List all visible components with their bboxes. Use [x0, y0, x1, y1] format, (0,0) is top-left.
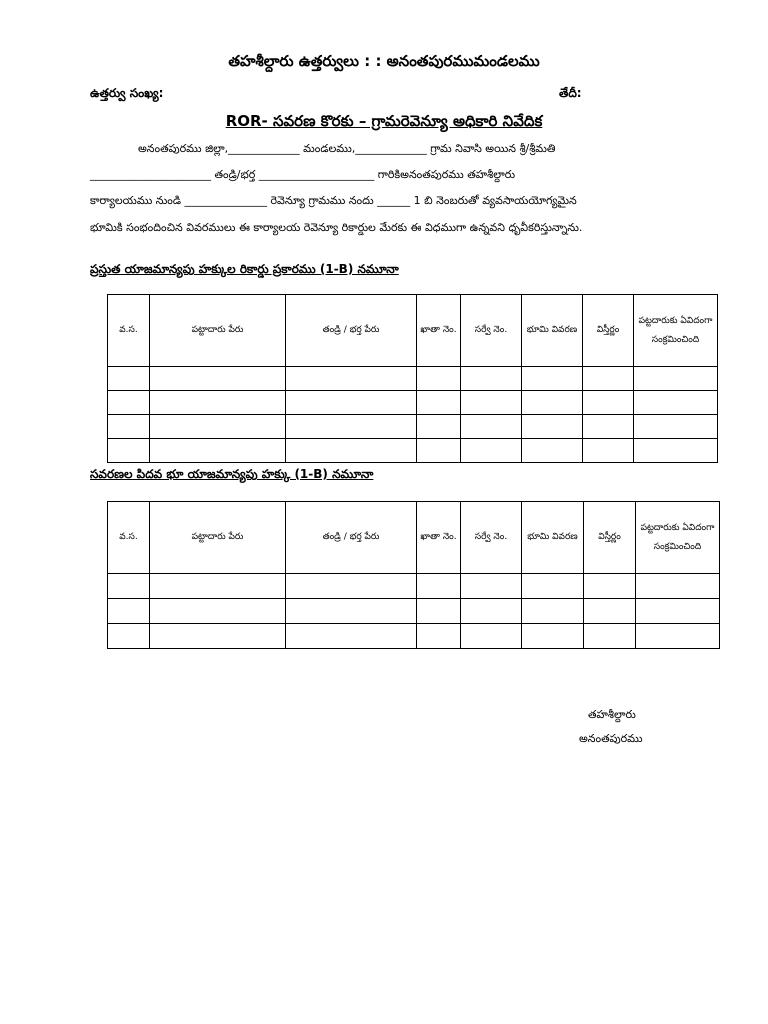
table-cell[interactable]	[461, 367, 522, 391]
table-row[interactable]	[108, 367, 718, 391]
table-cell[interactable]	[634, 367, 718, 391]
col-survey-no: సర్వే నెం.	[461, 502, 522, 574]
table-cell[interactable]	[286, 624, 417, 649]
col-land-description: భూమి వివరణ	[522, 502, 584, 574]
table-row[interactable]	[108, 624, 720, 649]
body-line-1: అనంతపురము జిల్లా,_____________ మండలము,_____________ గ్రామ నివాసి అయిన శ్రీ/శ్రీమతి	[138, 142, 556, 155]
col-acquisition-mode: పట్టదారుకు ఏవిదంగా సంక్రమించింది	[636, 502, 720, 574]
table-cell[interactable]	[150, 624, 286, 649]
table-cell[interactable]	[417, 415, 461, 439]
table-cell[interactable]	[522, 599, 584, 624]
table-cell[interactable]	[522, 624, 584, 649]
body-line-4: భూమికి సంభందించిన వివరములు ఈ కార్యాలయ రెవెన్యూ రికార్డుల మేరకు ఈ విధముగా ఉన్నవని ధృవీకరిస్తున్నాను.	[90, 221, 583, 234]
table-cell[interactable]	[108, 599, 150, 624]
table-cell[interactable]	[108, 415, 150, 439]
table-cell[interactable]	[417, 574, 461, 599]
table-cell[interactable]	[522, 367, 583, 391]
col-khata-no: ఖాతా నెం.	[417, 295, 461, 367]
table-cell[interactable]	[150, 367, 286, 391]
col-land-description: భూమి వివరణ	[522, 295, 583, 367]
table-row[interactable]	[108, 599, 720, 624]
table-cell[interactable]	[417, 624, 461, 649]
table-cell[interactable]	[150, 391, 286, 415]
table-cell[interactable]	[583, 367, 634, 391]
body-line-3: కార్యాలయము నుండి _______________ రెవెన్యూ గ్రామము నందు ______ 1 బి నెంబరుతో వ్యవసాయయోగ్యమైన	[90, 194, 577, 207]
section-2-heading: సవరణల పిదవ భూ యాజమాన్యపు హక్కు (1-B) నమూనా	[90, 467, 374, 481]
table-cell[interactable]	[417, 599, 461, 624]
table-cell[interactable]	[108, 624, 150, 649]
signatory-title: తహశీల్దారు	[588, 708, 636, 721]
table-cell[interactable]	[584, 624, 636, 649]
table-cell[interactable]	[636, 624, 720, 649]
table-cell[interactable]	[150, 599, 286, 624]
table-cell[interactable]	[584, 599, 636, 624]
order-number-label: ఉత్తర్వు సంఖ్య:	[90, 86, 164, 100]
table-row[interactable]	[108, 415, 718, 439]
subject-heading: ROR- సవరణ కొరకు – గ్రామరెవెన్యూ అధికారి నివేదిక	[225, 112, 543, 130]
table-cell[interactable]	[150, 574, 286, 599]
table-header-row	[108, 295, 718, 367]
document-title: తహశీల్దారు ఉత్తర్వులు : : అనంతపురముమండలము	[228, 52, 540, 70]
table-cell[interactable]	[636, 599, 720, 624]
table-cell[interactable]	[417, 367, 461, 391]
table-cell[interactable]	[286, 599, 417, 624]
table-row[interactable]	[108, 391, 718, 415]
table-cell[interactable]	[108, 367, 150, 391]
table-cell[interactable]	[417, 439, 461, 463]
table-cell[interactable]	[522, 574, 584, 599]
table-cell[interactable]	[108, 574, 150, 599]
signatory-place: అనంతపురము	[579, 732, 643, 745]
table-row[interactable]	[108, 439, 718, 463]
table-cell[interactable]	[461, 624, 522, 649]
table-cell[interactable]	[583, 415, 634, 439]
table-cell[interactable]	[583, 439, 634, 463]
col-khata-no: ఖాతా నెం.	[417, 502, 461, 574]
current-record-table	[107, 294, 718, 463]
col-acquisition-mode: పట్టదారుకు ఏవిదంగా సంక్రమించింది	[634, 295, 718, 367]
col-serial-no: వ.స.	[108, 295, 150, 367]
table-cell[interactable]	[636, 574, 720, 599]
col-extent: విస్తీర్ణం	[584, 502, 636, 574]
col-survey-no: సర్వే నెం.	[461, 295, 522, 367]
col-pattadar-name: పట్టాదారు పేరు	[150, 295, 286, 367]
table-header-row	[108, 502, 720, 574]
table-cell[interactable]	[461, 439, 522, 463]
table-cell[interactable]	[634, 439, 718, 463]
table-cell[interactable]	[634, 415, 718, 439]
table-cell[interactable]	[461, 574, 522, 599]
col-pattadar-name: పట్టాదారు పేరు	[150, 502, 286, 574]
table-cell[interactable]	[286, 415, 417, 439]
table-cell[interactable]	[108, 439, 150, 463]
revised-record-table	[107, 501, 720, 649]
table-cell[interactable]	[461, 599, 522, 624]
table-cell[interactable]	[461, 391, 522, 415]
table-cell[interactable]	[286, 391, 417, 415]
table-cell[interactable]	[634, 391, 718, 415]
date-label: తేదీ:	[559, 86, 582, 100]
table-cell[interactable]	[150, 439, 286, 463]
table-cell[interactable]	[108, 391, 150, 415]
table-cell[interactable]	[286, 367, 417, 391]
section-1-heading: ప్రస్తుత యాజమాన్యపు హక్కుల రికార్డు ప్రకారము (1-B) నమూనా	[90, 262, 399, 276]
table-cell[interactable]	[461, 415, 522, 439]
table-cell[interactable]	[286, 439, 417, 463]
body-line-2: ______________________ తండ్రి/భర్త _____________________ గారికిఅనంతపురము తహశీల్దారు	[90, 168, 516, 181]
table-cell[interactable]	[584, 574, 636, 599]
col-extent: విస్తీర్ణం	[583, 295, 634, 367]
col-father-husband-name: తండ్రి / భర్త పేరు	[286, 502, 417, 574]
table-cell[interactable]	[286, 574, 417, 599]
table-cell[interactable]	[417, 391, 461, 415]
table-cell[interactable]	[583, 391, 634, 415]
col-serial-no: వ.స.	[108, 502, 150, 574]
col-father-husband-name: తండ్రి / భర్త పేరు	[286, 295, 417, 367]
table-cell[interactable]	[150, 415, 286, 439]
table-cell[interactable]	[522, 415, 583, 439]
table-cell[interactable]	[522, 391, 583, 415]
table-cell[interactable]	[522, 439, 583, 463]
table-row[interactable]	[108, 574, 720, 599]
